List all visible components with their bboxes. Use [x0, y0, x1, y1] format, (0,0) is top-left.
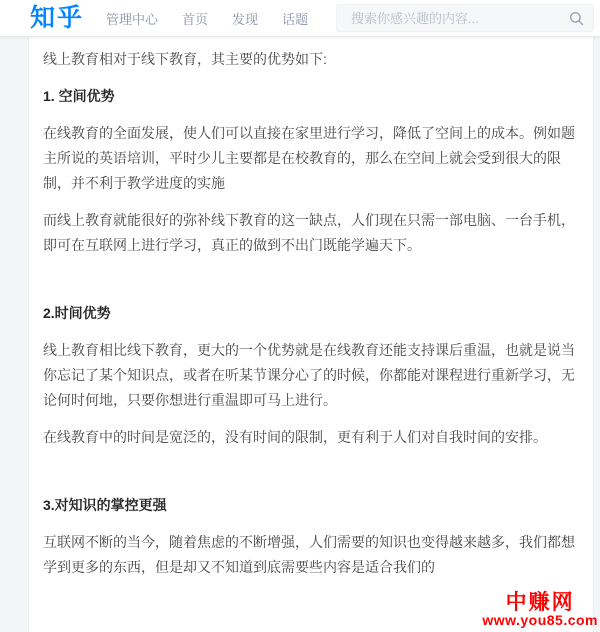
section-time-advantage — [43, 301, 579, 450]
section-knowledge-control — [43, 493, 579, 580]
search-input[interactable] — [349, 10, 569, 27]
nav-item-home[interactable]: 首页 — [182, 11, 209, 27]
paragraph: 互联网不断的当今，随着焦虑的不断增强，人们需要的知识也变得越来越多，我们都想学到更多的东西，但是却又不知道到底需要些内容是适合我们的 — [43, 534, 575, 575]
search-box[interactable] — [336, 4, 594, 32]
section-space-advantage — [43, 84, 579, 258]
watermark-site-name: 中赚网 — [505, 591, 575, 614]
section-heading-knowledge: 3.对知识的掌控更强 — [43, 497, 167, 513]
paragraph: 线上教育相比线下教育，更大的一个优势就是在线教育还能支持课后重温，也就是说当你忘记了某个知识点，或者在听某节课分心了的时候，你都能对课程进行重新学习，无论何时何地，只要你想进行重温即可马上进行。 — [43, 342, 575, 408]
nav-item-discover[interactable]: 发现 — [232, 11, 259, 27]
section-heading-time: 2.时间优势 — [43, 305, 111, 321]
paragraph: 而线上教育就能很好的弥补线下教育的这一缺点，人们现在只需一部电脑、一台手机，即可在互联网上进行学习，真正的做到不出门既能学遍天下。 — [43, 212, 575, 253]
nav-item-admin-center[interactable]: 管理中心 — [106, 11, 159, 27]
paragraph: 在线教育中的时间是宽泛的，没有时间的限制，更有利于人们对自我时间的安排。 — [43, 429, 547, 445]
top-navbar — [0, 0, 600, 37]
main-nav — [106, 9, 308, 28]
paragraph: 在线教育的全面发展，使人们可以直接在家里进行学习，降低了空间上的成本。例如题主所说的英语培训，平时少儿主要都是在校教育的，那么在空间上就会受到很大的限制，并不利于教学进度的实施 — [43, 125, 575, 191]
section-heading-space: 1. 空间优势 — [43, 88, 115, 104]
watermark-url: www.you85.com — [482, 612, 598, 628]
answer-content — [28, 37, 594, 632]
search-icon[interactable] — [569, 11, 584, 26]
zhihu-logo[interactable]: 知乎 — [30, 3, 85, 32]
nav-item-topics[interactable]: 话题 — [282, 11, 309, 27]
intro-paragraph: 线上教育相对于线下教育，其主要的优势如下: — [43, 51, 327, 67]
